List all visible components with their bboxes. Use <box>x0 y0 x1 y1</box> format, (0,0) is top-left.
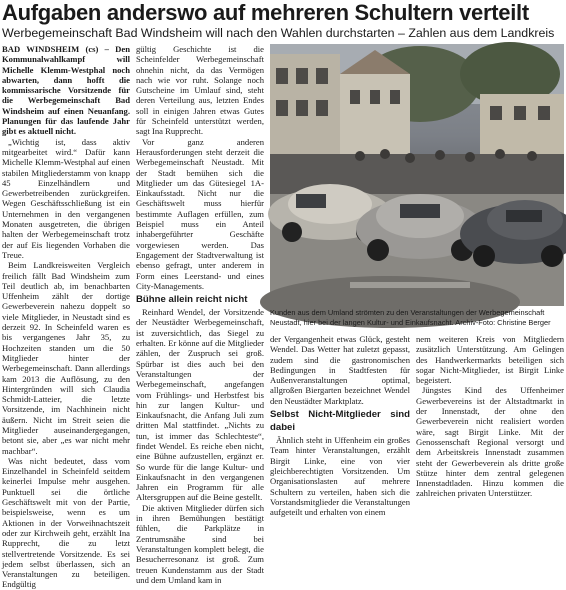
section-heading: Selbst Nicht-Mitglieder sind dabei <box>270 409 410 434</box>
paragraph: Was nicht bedeutet, dass vom Einzelhandel in Scheinfeld seitdem keinerlei Impulse mehr ausgehen. Punktuell sei die örtliche Geschäftswelt mit von der Partie, beispielsweise, wenn es um Aktionen in der Vorweihnachtszeit oder zur Kirchweih geht, erzählt Ina Rupprecht, die zu letzt stellvertretende Vorsitzende. Es sei jedem selbst überlassen, sich an Veranstaltungen zu beteiligen. Endgültig <box>2 455 130 590</box>
paragraph: Reinhard Wendel, der Vorsitzende der Neustädter Werbegemeinschaft, ist zuversichtlich, das Siegel zu erhalten. Er könne auf die Mitglieder zählen, der Zuspruch sei groß. Spürbar ist dies auch bei den Veranstaltungen der Werbegemeinschaft, angefangen vom Frühlings- und Herbstfest bis hin zur langen Kultur- und Einkaufsnacht, die Anfang Juli zum dritten Mal stattfindet. „Nichts zu tun, ist immer das Schlechteste“, findet Wendel. Es reiche eben nicht, eine Bühne aufzustellen, ergänzt er. So wurde für die lange Kultur- und Einkaufsnacht in den vergangenen Jahren ein Programm für alle Altersgruppen auf die Beine gestellt. <box>136 307 264 503</box>
subheadline: Werbegemeinschaft Bad Windsheim will nach den Wahlen durchstarten – Zahlen aus dem Landkreis <box>2 26 555 40</box>
paragraph: der Vergangenheit etwas Glück, gesteht Wendel. Das Wetter hat zuletzt gepasst, zudem sind die gastronomischen Bedingungen in Stadtfesten für Außenveranstaltungen optimal, allgroßen Biergarten bezeichnet Wendel den Neustädter Marktplatz. <box>270 334 410 406</box>
paragraph: Jüngstes Kind des Uffenheimer Gewerbevereins ist der Altstadtmarkt in der Innenstadt, der ohne den Gewerbeverein nicht realisiert worden wäre, sagt Birgit Linke. Mit der Genossenschaft Regional versorgt und dem Arbeitskreis Innenstadt zusammen steht der Gewerbeverein als dritte große Stütze hinter dem zentral gelegenen Innenstadtladen. Hinzu kommen die zahlreichen privaten Unterstützer. <box>416 385 564 499</box>
paragraph: Die aktiven Mitglieder dürfen sich in ihren Bemühungen bestätigt fühlen, die Parkplätze in Zentrumsnähe sind bei Veranstaltungen komplett belegt, die Besucherresonanz ist groß. Zum treuen Kundenstamm aus der Stadt und dem Umland kam in <box>136 502 264 585</box>
photo-caption: Kunden aus dem Umland strömten zu den Veranstaltungen der Werbegemeinschaft Neustadt, hier bei der langen Kultur- und Einkaufsnacht. Archiv-Foto: Christine Berger <box>270 308 551 327</box>
headline: Aufgaben anderswo auf mehreren Schultern verteilt <box>2 0 529 25</box>
paragraph: Vor ganz anderen Herausforderungen steht derzeit die Werbegemeinschaft Neustadt. Mit der Stadt bemühen sich die Mitglieder um das Gütesiegel 1A-Einkaufsstadt. Nicht nur die Geschäftswelt muss hierfür bestimmte Auflagen erfüllen, zum Beispiel muss ein Anteil inhabergeführter Geschäfte vorgewiesen werden. Das Engagement der Stadtverwaltung ist ebenso gefragt, unter anderem in Form eines Leerstand- und eines City-Managements. <box>136 136 264 291</box>
article-photo <box>270 44 564 306</box>
article-column-1 <box>2 44 130 590</box>
paragraph: Ähnlich steht in Uffenheim ein großes Team hinter Veranstaltungen, erzählt Birgit Linke, eine von vier gleichberechtigten Vorsitzenden. Um Organisationslasten auf mehrere Schultern zu verteilen, haben sich die Vorstandsmitglieder die Veranstaltungen aufgeteilt und erhalten von einem <box>270 435 410 518</box>
lead-paragraph: BAD WINDSHEIM (cs) – Den Kommunalwahlkampf will Michelle Klemm-Westphal noch abwarten, dann hofft die kommissarische Vorsitzende für die Werbegemeinschaft Bad Windsheim auf einen Neuanfang. Planungen für das laufende Jahr gibt es aktuell nicht. <box>2 44 130 137</box>
section-heading: Bühne allein reicht nicht <box>136 294 248 306</box>
paragraph: gültig Geschichte ist die Scheinfelder Werbegemeinschaft ohnehin nicht, da das Vermögen nach wie vor ruht. Solange noch Gutscheine im Umlauf sind, steht deren Verteilung aus, letzten Endes soll in einigen Jahren etwas Gutes für Scheinfeld unterstützt werden, sagt Ina Rupprecht. <box>136 44 264 137</box>
paragraph: Beim Landkreisweiten Vergleich freilich fällt Bad Windsheim zum Teil deutlich ab, im benachbarten Uffenheim zählt der dortige Gewerbeverein nahezu doppelt so viele Mitglieder, in Neustadt sind es derzeit 92. In Scheinfeld waren es bis vergangenes Jahr 35, zu Hochzeiten standen um die 50 Mitglieder hinter der Werbegemeinschaft. Dann allerdings kam 2013 die Auflösung, zu den Hintergründen will sich Claudia Schmidt-Latteier, die letzte Vorsitzende, im Nachhinein nicht äußern. Nicht im Streit seien die Mitglieder auseinandergegangen, betont sie, aber „es war nicht mehr machbar“. <box>2 260 130 456</box>
article-column-4 <box>416 334 564 499</box>
article-column-2 <box>136 44 264 585</box>
paragraph: „Wichtig ist, dass aktiv mitgearbeitet wird.“ Dafür kann Michelle Klemm-Westphal auf einen stabilen Mitgliederstamm von knapp 45 Einzelhändlern und Gewerbetreibenden zurückgreifen. Wegen Geschäftsschließung ist ein Unternehmen in den vergangenen Monaten ausgetreten, die übrigen halten der Werbegemeinschaft trotz der auf Eis liegenden Vorhaben die Treue. <box>2 136 130 260</box>
paragraph: nem weiteren Kreis von Mitgliedern zusätzlich Unterstützung. Am Gelingen des Handwerkermarkts beteiligen sich sogar Nicht-Mitglieder, ist Birgit Linke begeistert. <box>416 334 564 386</box>
article-column-3 <box>270 334 410 518</box>
photo-classic-cars-street-scene <box>270 44 564 306</box>
